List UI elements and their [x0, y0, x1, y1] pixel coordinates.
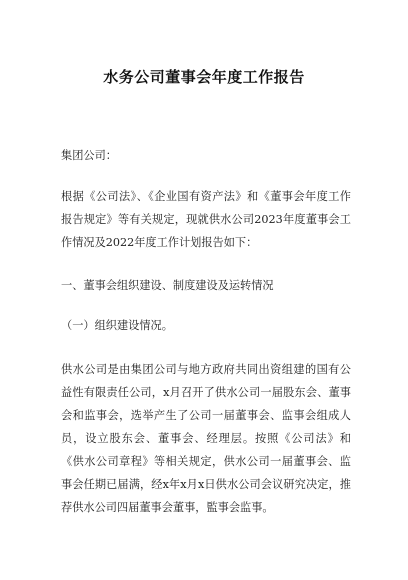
body-paragraph: 供水公司是由集团公司与地方政府共同出资组建的国有公益性有限责任公司，x月召开了供水公司一届股东会、董事会和监事会，选举产生了公司一届董事会、监事会组成人员，设立股东会、董事会、经理层。按照《公司法》和《供水公司章程》等相关规定，供水公司一届董事会、监事会任期已届满，经x年x月x日供水公司会议研究决定，推荐供水公司四届董事会董事，監事会监事。: [61, 363, 351, 514]
section-heading: 一、董事会组织建设、制度建设及运转情况: [61, 279, 274, 292]
intro-paragraph: 根据《公司法》、《企业国有资产法》和《董事会年度工作报告规定》等有关规定，现就供水公司2023年度董事会工作情况及2022年度工作计划报告如下：: [61, 190, 351, 249]
document-title: 水务公司董事会年度工作报告: [103, 68, 305, 86]
subsection-heading: （一）组织建设情况。: [61, 319, 173, 332]
salutation: 集团公司：: [61, 149, 117, 162]
